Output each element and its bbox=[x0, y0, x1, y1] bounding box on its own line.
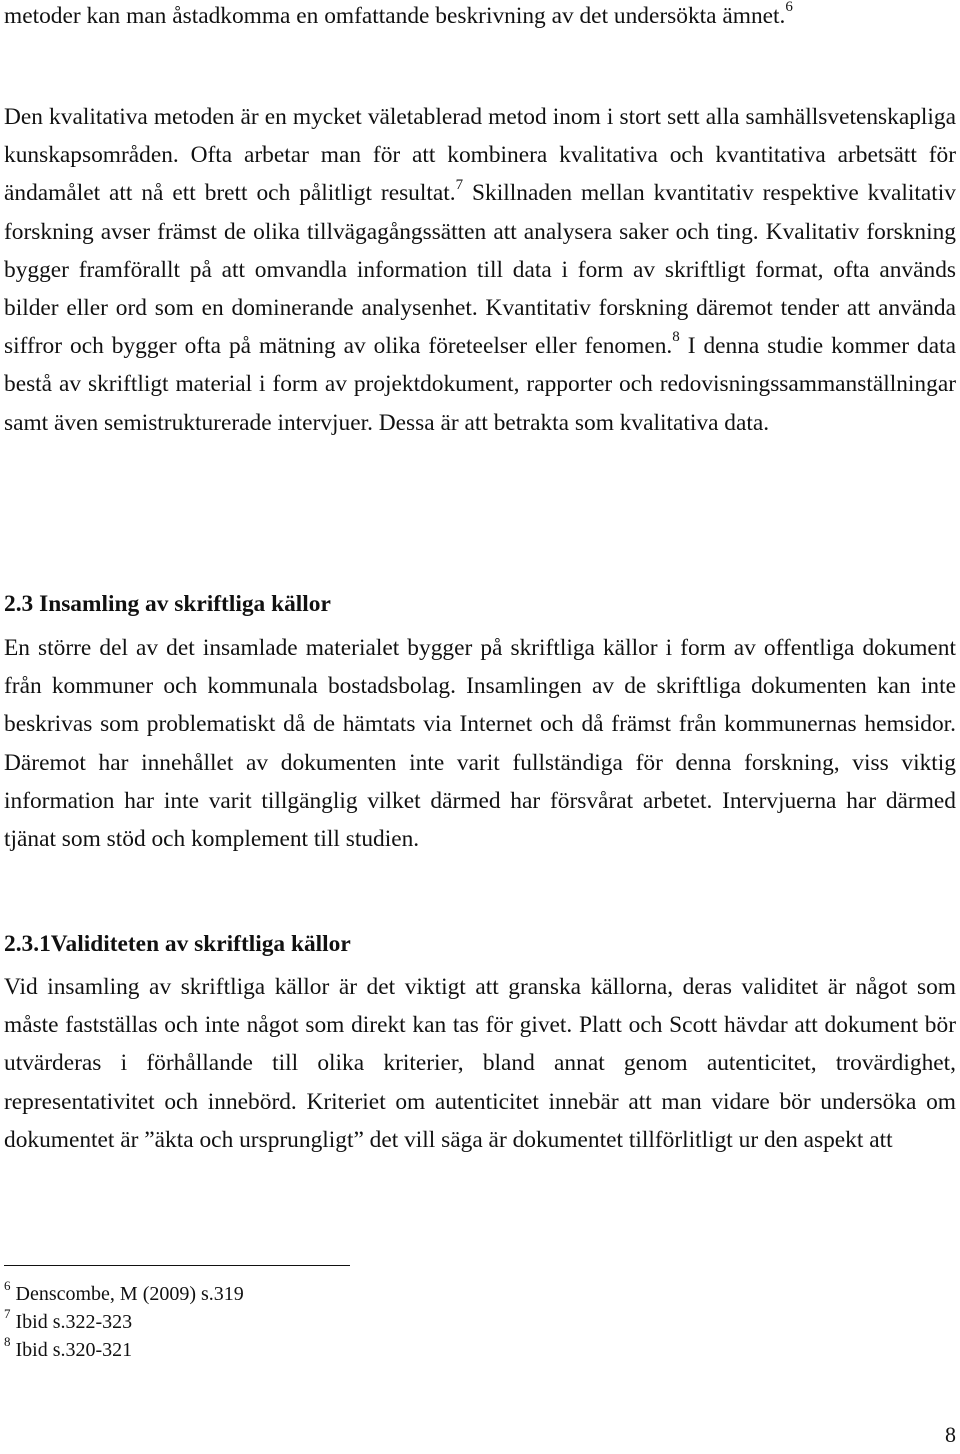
paragraph-intro-end bbox=[4, 0, 956, 35]
footnote-separator bbox=[4, 1265, 350, 1266]
footnote-ref-7: 7 bbox=[455, 176, 464, 193]
footnote-7 bbox=[4, 1308, 604, 1336]
paragraph-qualitative-method bbox=[4, 98, 956, 442]
footnote-number: 7 bbox=[4, 1306, 11, 1322]
page-number: 8 bbox=[945, 1422, 956, 1447]
footnote-ref-6: 6 bbox=[785, 0, 793, 16]
footnote-ref-8: 8 bbox=[672, 329, 680, 346]
footnotes bbox=[4, 1280, 604, 1364]
paragraph-validity: Vid insamling av skriftliga källor är det viktigt att granska källorna, deras validitet är något som måste fastställas och inte något som direkt kan tas för givet. Platt och Scott hävdar att dokument bör utvärderas i förhållande till olika kriterier, bland annat genom autenticitet, trovärdighet, representativitet och innebörd. Kriteriet om autenticitet innebär att man vidare bör undersöka om dokumentet är ”äkta och ursprungligt” det vill säga är dokumentet tillförlitligt ur den aspekt att bbox=[4, 974, 956, 1153]
section-heading-2-3: 2.3 Insamling av skriftliga källor bbox=[4, 591, 331, 617]
footnote-number: 8 bbox=[4, 1334, 11, 1350]
paragraph-collection-sources: En större del av det insamlade materialet bygger på skriftliga källor i form av offentliga dokument från kommuner och kommunala bostadsbolag. Insamlingen av de skriftliga dokumenten kan inte beskrivas som problematiskt då de hämtats via Internet och då främst från kommunernas hemsidor. Däremot har innehållet av dokumenten inte varit fullständiga för denna forskning, viss viktig information har inte varit tillgänglig vilket därmed har försvårat arbetet. Intervjuerna har därmed tjänat som stöd och komplement till studien. bbox=[4, 635, 956, 853]
paragraph-text-part-2: Skillnaden mellan kvantitativ respektive kvalitativ forskning avser främst de olika tillvägagångssätten att analysera saker och ting. Kvalitativ forskning bygger framförallt på att omvandla information till data i form av skriftligt format, ofta används bilder eller ord som en dominerande analysenhet. Kvantitativ forskning däremot tender att använda siffror och bygger ofta på mätning av olika företeelser eller fenomen. bbox=[4, 180, 956, 360]
footnote-text: Ibid s.322-323 bbox=[15, 1311, 133, 1333]
paragraph-text-part-1: Den kvalitativa metoden är en mycket väletablerad metod inom i stort sett alla samhällsvetenskapliga kunskapsområden. Ofta arbetar man för att kombinera kvalitativa och kvantitativa arbetsätt för ändamålet att nå ett brett och pålitligt resultat. bbox=[4, 104, 956, 207]
footnote-6 bbox=[4, 1280, 604, 1308]
footnote-text: Denscombe, M (2009) s.319 bbox=[15, 1283, 244, 1305]
footnote-number: 6 bbox=[4, 1278, 11, 1294]
footnote-8 bbox=[4, 1336, 604, 1364]
paragraph-text: metoder kan man åstadkomma en omfattande beskrivning av det undersökta ämnet. bbox=[4, 3, 786, 29]
footnote-text: Ibid s.320-321 bbox=[15, 1339, 133, 1361]
section-heading-2-3-1: 2.3.1Validiteten av skriftliga källor bbox=[4, 931, 351, 957]
paragraph-text-part-3: I denna studie kommer data bestå av skriftligt material i form av projektdokument, rapporter och redovisningssammanställningar samt även semistrukturerade intervjuer. Dessa är att betrakta som kvalitativa data. bbox=[4, 333, 956, 436]
